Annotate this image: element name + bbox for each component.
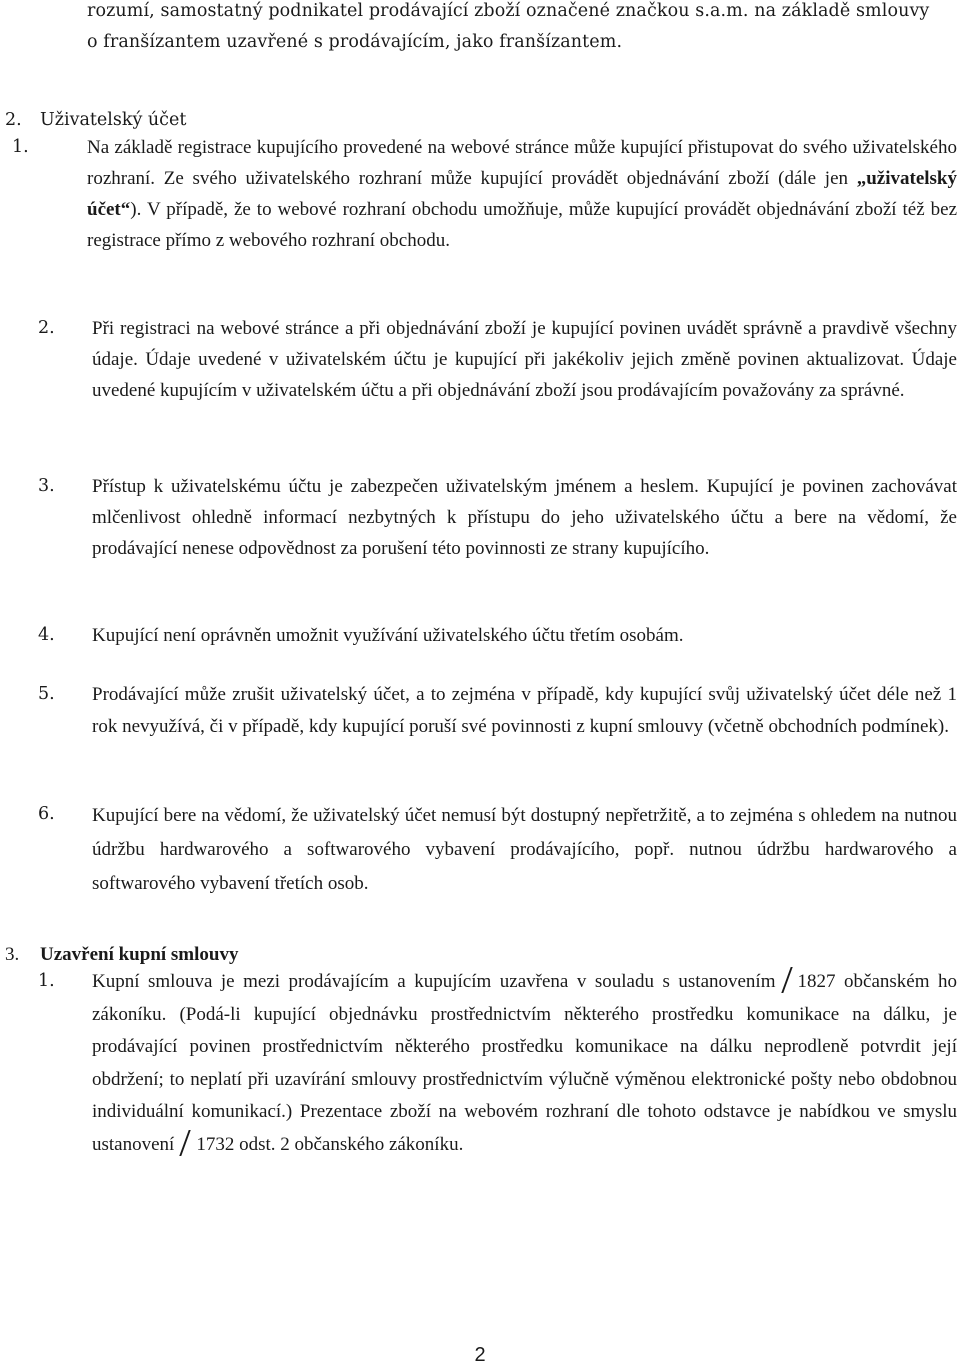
section-sign-icon	[178, 1130, 192, 1156]
section-2-item-4	[5, 620, 957, 654]
section-heading-2	[5, 110, 186, 130]
item-number: 5.	[38, 684, 55, 704]
item-text: Při registraci na webové stránce a při objednávání zboží je kupující povinen uvádět správně a pravdivě všechny údaje. Údaje uvedené v uživatelském účtu je kupující při jakékoliv jejich změně povinen aktualizovat. Údaje uvedené kupujícím v uživatelském účtu a při objednávání zboží jsou prodávajícím považovány za správné.	[92, 318, 957, 401]
item-number: 2.	[38, 318, 55, 338]
item-text: Kupující bere na vědomí, že uživatelský účet nemusí být dostupný nepřetržitě, a to zejména s ohledem na nutnou údržbu hardwarového a softwarového vybavení prodávajícího, popř. nutnou údržbu hardwarového a softwarového vybavení třetích osob.	[92, 805, 957, 894]
item-number: 1.	[38, 971, 55, 991]
section-2-item-2	[5, 313, 957, 443]
intro-line-1: rozumí, samostatný podnikatel prodávající zboží označené značkou s.a.m. na základě smlouvy	[87, 1, 930, 21]
item-number: 4.	[38, 625, 55, 645]
section-2-item-1	[5, 132, 957, 292]
section-title: Uživatelský účet	[40, 110, 187, 130]
item-number: 6.	[38, 804, 55, 824]
item-text: Prodávající může zrušit uživatelský účet, a to zejména v případě, kdy kupující svůj uživatelský účet déle než 1 rok nevyužívá, či v případě, kdy kupující poruší své povinnosti z kupní smlouvy (včetně obchodních podmínek).	[92, 684, 957, 737]
item-number: 1.	[12, 137, 29, 157]
item-text: Na základě registrace kupujícího provedené na webové stránce může kupující přistupovat do svého uživatelského rozhraní. Ze svého uživatelského rozhraní může kupující provádět objednávání zboží (dále jen „uživatelský účet“). V případě, že to webové rozhraní obchodu umožňuje, může kupující provádět objednávání zboží též bez registrace přímo z webového rozhraní obchodu.	[87, 137, 957, 251]
section-3-item-1	[5, 966, 957, 1196]
section-heading-3	[5, 944, 238, 966]
section-number: 2.	[5, 110, 22, 130]
item-text: Přístup k uživatelskému účtu je zabezpečen uživatelským jménem a heslem. Kupující je povinen zachovávat mlčenlivost ohledně informací nezbytných k přístupu do jeho uživatelského účtu a bere na vědomí, že prodávající nenese odpovědnost za porušení této povinnosti ze strany kupujícího.	[92, 476, 957, 559]
item-text: Kupující není oprávněn umožnit využívání uživatelského účtu třetím osobám.	[92, 625, 684, 646]
page-number: 2	[474, 1344, 486, 1366]
section-2-item-6	[5, 799, 957, 899]
section-number: 3.	[5, 944, 20, 965]
item-number: 3.	[38, 476, 55, 496]
intro-line-2: o franšízantem uzavřené s prodávajícím, jako franšízantem.	[87, 32, 623, 52]
defined-term: „uživatelský účet“	[87, 168, 957, 220]
section-title: Uzavření kupní smlouvy	[40, 944, 239, 965]
section-2-item-5	[5, 679, 957, 779]
item-text: Kupní smlouva je mezi prodávajícím a kupujícím uzavřena v souladu s ustanovením 1827 občanském ho zákoníku. (Podá-li kupující objednávku prostřednictvím některého prostředku komunikace na dálku, je prodávající povinen prostřednictvím některého prostředku komunikace na dálku neprodleně potvrdit její obdržení; to neplatí při uzavírání smlouvy prostřednictvím výlučně výměnou elektronické pošty nebo obdobnou individuální komunikací.) Prezentace zboží na webovém rozhraní dle tohoto odstavce je nabídkou ve smyslu ustanovení 1732 odst. 2 občanského zákoníku.	[92, 966, 957, 1161]
section-2-item-3	[5, 471, 957, 601]
section-sign-icon	[780, 967, 794, 993]
